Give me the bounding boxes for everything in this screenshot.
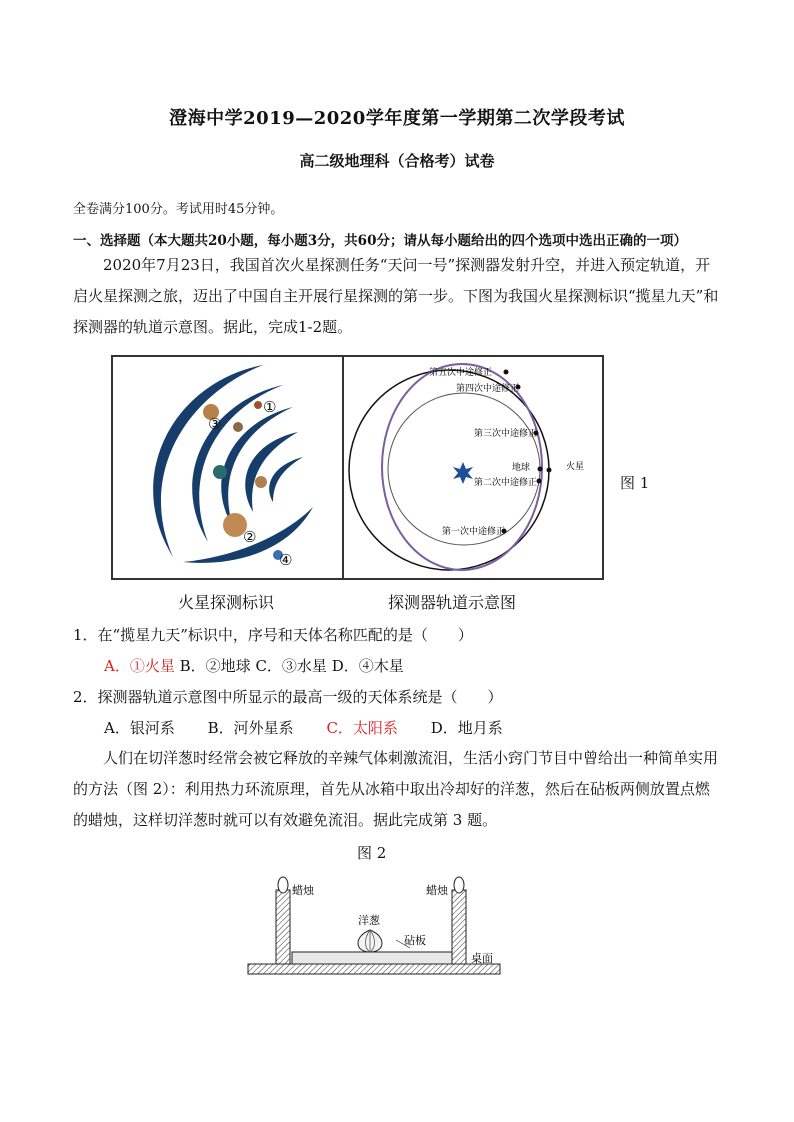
logo-planet-small-1	[233, 422, 243, 432]
q2-option-d[interactable]: D．地月系	[430, 719, 503, 737]
sun-icon	[453, 462, 473, 484]
logo-arc-5	[269, 457, 303, 502]
figure-1-left-caption: 火星探测标识	[178, 593, 275, 612]
logo-arc-4	[245, 432, 298, 512]
figure-1-label: 图 1	[620, 474, 650, 492]
mars-logo-figure	[113, 357, 341, 578]
label-table: 桌面	[471, 952, 493, 965]
point-fifth	[504, 370, 509, 375]
q2-option-c[interactable]: C．太阳系	[326, 719, 398, 737]
label-first: 第一次中途修正	[442, 527, 506, 537]
label-fourth: 第四次中途修正	[456, 384, 520, 394]
orbit-diagram	[344, 357, 602, 578]
logo-marker-4: ④	[279, 551, 293, 569]
q2-option-b[interactable]: B．河外星系	[207, 719, 294, 737]
label-candle-left: 蜡烛	[292, 884, 314, 897]
onion-icon	[358, 930, 382, 952]
table-surface	[248, 964, 500, 974]
q1-option-c[interactable]: C．③水星	[255, 657, 327, 675]
candle-right	[452, 890, 466, 964]
logo-marker-3: ③	[208, 415, 222, 433]
paper-subtitle: 高二级地理科（合格考）试卷	[299, 152, 495, 170]
label-fifth: 第五次中途修正	[429, 368, 493, 378]
q1-option-d[interactable]: D．④木星	[331, 657, 404, 675]
passage-2: 人们在切洋葱时经常会被它释放的辛辣气体刺激流泪，生活小窍门节目中曾给出一种简单实用的方法（图 2）：利用热力环流原理，首先从冰箱中取出冷却好的洋葱，然后在砧板两侧放置点燃的蜡烛，这样切洋葱时就可以有效避免流泪。据此完成第 3 题。	[73, 749, 719, 829]
label-earth: 地球	[512, 463, 531, 473]
question-2-stem: 2．探测器轨道示意图中所显示的最高一级的天体系统是（ ）	[73, 688, 503, 706]
figure-1-right-caption: 探测器轨道示意图	[388, 593, 517, 612]
label-mars: 火星	[566, 462, 585, 472]
q1-option-a[interactable]: A．①火星	[104, 657, 175, 675]
paper-title: 澄海中学2019—2020学年度第一学期第二次学段考试	[169, 108, 625, 129]
label-onion: 洋葱	[358, 914, 380, 927]
logo-marker-1: ①	[263, 398, 277, 416]
label-second: 第二次中途修正	[474, 478, 538, 488]
logo-marker-2: ②	[243, 528, 257, 546]
q1-option-b[interactable]: B．②地球	[179, 657, 251, 675]
flame-left-icon	[278, 877, 288, 893]
point-earth	[538, 467, 543, 472]
section-heading: 一、选择题（本大题共20小题，每小题3分，共60分；请从每小题给出的四个选项中选出正确的一项）	[73, 233, 687, 249]
label-candle-right: 蜡烛	[426, 884, 448, 897]
figure-2-label: 图 2	[357, 844, 387, 862]
passage-1: 2020年7月23日，我国首次火星探测任务“天问一号”探测器发射升空，并进入预定轨道，开启火星探测之旅，迈出了中国自主开展行星探测的第一步。下图为我国火星探测标识“揽星九天”和探测器的轨道示意图。据此，完成1-2题。	[73, 256, 719, 336]
question-2-options	[104, 717, 503, 738]
cutting-board	[292, 952, 452, 964]
candle-onion-figure	[246, 872, 502, 976]
q2-option-a[interactable]: A．银河系	[104, 719, 175, 737]
exam-note: 全卷满分100分。考试用时45分钟。	[73, 202, 284, 217]
logo-planet-small-3	[255, 476, 267, 488]
question-1-options	[104, 655, 404, 676]
flame-right-icon	[454, 877, 464, 893]
question-1-stem: 1．在“揽星九天”标识中，序号和天体名称匹配的是（ ）	[73, 626, 473, 644]
logo-planet-earth	[213, 465, 227, 479]
label-board: 砧板	[404, 934, 426, 947]
point-second	[537, 479, 542, 484]
label-third: 第三次中途修正	[474, 429, 538, 439]
point-mars	[547, 468, 552, 473]
candle-left	[276, 890, 290, 964]
logo-planet-small-2	[254, 401, 262, 409]
